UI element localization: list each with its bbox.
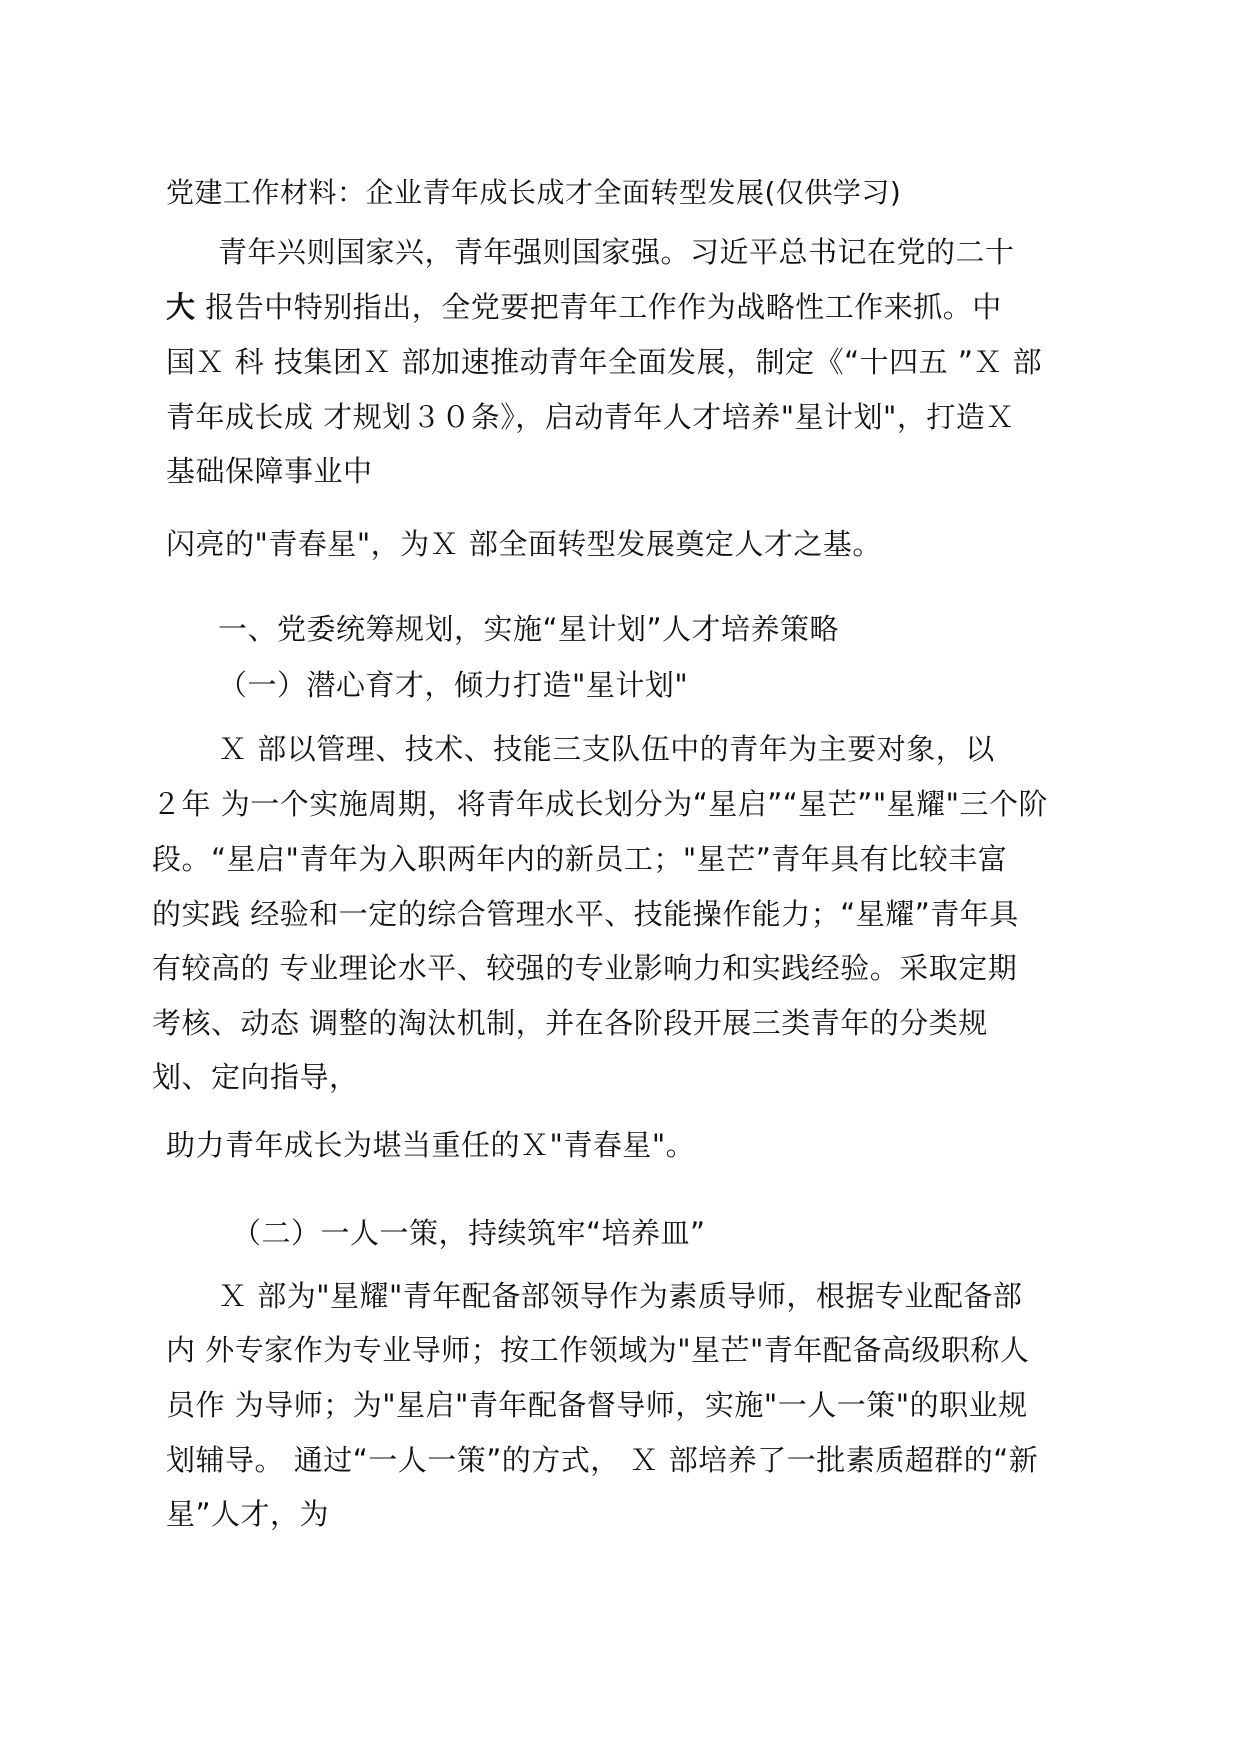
bold-word: 大 <box>166 290 196 324</box>
intro-line: 闪亮的"青春星"，为Ｘ 部全面转型发展奠定人才之基。 <box>166 527 882 561</box>
section-heading: 一、党委统筹规划，实施“星计划”人才培养策略 <box>218 612 840 646</box>
paragraph-line: 划辅导。 通过“一人一策”的方式， Ｘ 部培养了一批素质超群的“新 <box>166 1443 1039 1477</box>
intro-line: 国Ｘ 科 技集团Ｘ 部加速推动青年全面发展，制定《“十四五 ”Ｘ 部 <box>166 345 1043 379</box>
paragraph-line: 助力青年成长为堪当重任的Ｘ"青春星"。 <box>166 1128 696 1162</box>
paragraph-line: 员作 为导师；为"星启"青年配备督导师，实施"一人一策"的职业规 <box>166 1388 1028 1422</box>
paragraph-line: 段。“星启"青年为入职两年内的新员工；"星芒”青年具有比较丰富 <box>152 842 1008 876</box>
paragraph-line: 的实践 经验和一定的综合管理水平、技能操作能力；“星耀”青年具 <box>152 897 1019 931</box>
paragraph-line: Ｘ 部以管理、技术、技能三支队伍中的青年为主要对象，以 <box>218 732 995 766</box>
paragraph-line: 划、定向指导， <box>152 1060 359 1094</box>
paragraph-line: Ｘ 部为"星耀"青年配备部领导作为素质导师，根据专业配备部 <box>218 1279 1023 1313</box>
paragraph-line: 有较高的 专业理论水平、较强的专业影响力和实践经验。采取定期 <box>152 951 1018 985</box>
intro-line <box>166 287 1002 327</box>
subsection-heading: （一）潜心育才，倾力打造"星计划" <box>218 668 689 702</box>
document-title: 党建工作材料：企业青年成长成才全面转型发展(仅供学习) <box>166 176 902 209</box>
intro-line: 青年兴则国家兴，青年强则国家强。习近平总书记在党的二十 <box>218 235 1015 269</box>
subsection-heading: （二）一人一策，持续筑牢“培养皿” <box>232 1216 706 1250</box>
paragraph-line: 考核、动态 调整的淘汰机制，并在各阶段开展三类青年的分类规 <box>152 1006 988 1040</box>
paragraph-line: 星”人才，为 <box>166 1497 330 1531</box>
intro-line-text: 报告中特别指出，全党要把青年工作作为战略性工作来抓。中 <box>205 290 1002 324</box>
paragraph-line: 内 外专家作为专业导师；按工作领域为"星芒"青年配备高级职称人 <box>166 1333 1030 1367</box>
intro-line: 青年成长成 才规划３０条》，启动青年人才培养"星计划"，打造Ｘ <box>166 400 1015 434</box>
intro-line: 基础保障事业中 <box>166 454 373 488</box>
paragraph-line: ２年 为一个实施周期，将青年成长划分为“星启”“星芒”"星耀"三个阶 <box>152 787 1048 821</box>
